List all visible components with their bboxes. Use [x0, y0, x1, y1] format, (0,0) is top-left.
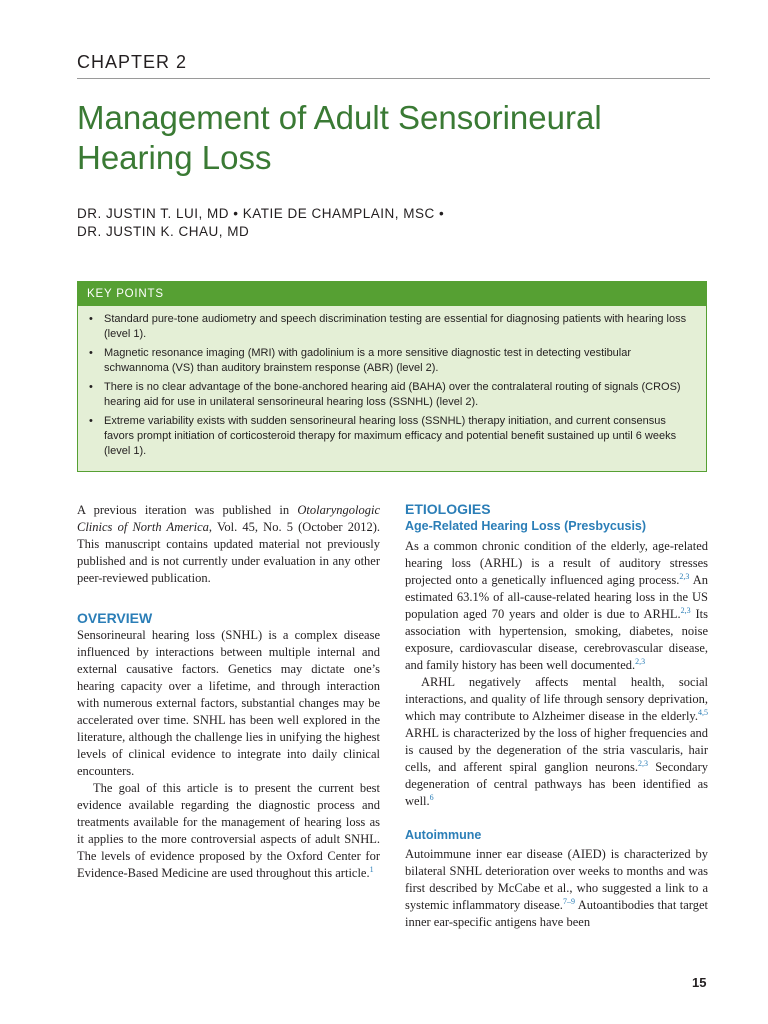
page-number: 15 — [692, 975, 707, 990]
chapter-divider — [77, 78, 710, 79]
autoimmune-heading: Autoimmune — [405, 828, 482, 842]
author-line-1: DR. JUSTIN T. LUI, MD • KATIE DE CHAMPLAIN, MSC • — [77, 206, 445, 221]
autoimmune-paragraph-1 — [405, 846, 708, 931]
reference-link[interactable]: 2,3 — [680, 605, 691, 615]
reference-link[interactable]: 7–9 — [562, 896, 575, 906]
overview-paragraph-2 — [77, 780, 380, 882]
autoimmune-text: Autoimmune inner ear disease (AIED) is characterized by bilateral SNHL deterioration over weeks to months and was first described by McCabe et al., who suggested a link to a systemic inflammatory disease. — [405, 847, 708, 912]
overview-paragraph-2-text: The goal of this article is to present the current best evidence available regarding the diagnostic process and treatments available for the management of hearing loss as it applies to the more controversial aspects of adult SNHL. The levels of evidence proposed by the Oxford Center for Evidence-Based Medicine are used throughout this article. — [77, 781, 380, 880]
autoimmune-text: Autoantibodies that target inner ear-specific antigens have been — [405, 898, 708, 929]
arhl-text: ARHL negatively affects mental health, social interactions, and quality of life through sensory deprivation, which may contribute to Alzheimer disease in the elderly. — [405, 675, 708, 723]
publication-note — [77, 502, 380, 587]
arhl-paragraph-2 — [405, 674, 708, 810]
arhl-text: As a common chronic condition of the elderly, age-related hearing loss (ARHL) is a result of auditory stresses projected onto a genetically influenced aging process. — [405, 539, 708, 587]
right-column — [405, 500, 708, 931]
reference-link[interactable]: 2,3 — [638, 758, 649, 768]
arhl-text: ARHL is characterized by the loss of higher frequencies and is caused by the degeneration of the stria vascularis, hair cells, and afferent spiral ganglion neurons. — [405, 726, 708, 774]
arhl-heading: Age-Related Hearing Loss (Presbycusis) — [405, 519, 647, 533]
reference-link[interactable]: 2,3 — [679, 571, 690, 581]
author-line-2: DR. JUSTIN K. CHAU, MD — [77, 224, 250, 239]
reference-link[interactable]: 4,5 — [698, 707, 708, 717]
arhl-text: Its association with hypertension, smoking, diabetes, noise exposure, cardiovascular disease, cerebrovascular disease, and family history has been well documented. — [405, 607, 708, 672]
key-points-heading: KEY POINTS — [78, 282, 706, 306]
publication-note-text: , Vol. 45, No. 5 (October 2012). This manuscript contains updated material not previously published and is not currently under evaluation in any other peer-reviewed publication. — [77, 520, 380, 585]
arhl-paragraph-1 — [405, 538, 708, 674]
overview-paragraph-1: Sensorineural hearing loss (SNHL) is a complex disease influenced by interactions between multiple internal and external causative factors. Genetics may dictate one’s hearing capacity over a lifetime, and through interaction with numerous external factors, substantial changes may be accelerated over time. SNHL has been well explored in the literature, although the challenge lies in unifying the highest levels of clinical evidence to integrate into daily clinical encounters. — [77, 628, 380, 778]
journal-name: Otolaryngologic Clinics of North America — [77, 503, 380, 534]
key-point-item: • There is no clear advantage of the bone-anchored hearing aid (BAHA) over the contralateral routing of signals (CROS) hearing aid for use in unilateral sensorineural hearing loss (SSNHL) (level 2). — [104, 380, 694, 410]
author-list — [77, 205, 444, 241]
reference-link[interactable]: 6 — [429, 792, 434, 802]
article-title: Management of Adult Sensorineural Hearing Loss — [77, 99, 602, 176]
key-points-box — [77, 281, 707, 472]
etiologies-heading: ETIOLOGIES — [405, 501, 491, 517]
chapter-label: CHAPTER 2 — [77, 52, 188, 72]
arhl-text: Secondary degeneration of central pathways has been identified as well. — [405, 760, 708, 808]
key-point-item: • Extreme variability exists with sudden sensorineural hearing loss (SSNHL) therapy initiation, and current consensus favors prompt initiation of corticosteroid therapy for maximum efficacy and potential benefit sustained up until 6 weeks (level 1). — [104, 414, 694, 459]
arhl-text: An estimated 63.1% of all-cause-related hearing loss in the US population aged 70 years and older is due to ARHL. — [405, 573, 709, 621]
key-point-item: • Standard pure-tone audiometry and speech discrimination testing are essential for diagnosing patients with hearing loss (level 1). — [104, 312, 694, 342]
left-column — [77, 502, 380, 882]
reference-link[interactable]: 1 — [369, 864, 374, 874]
key-points-list — [78, 306, 706, 459]
publication-note-text: A previous iteration was published in — [77, 503, 298, 517]
reference-link[interactable]: 2,3 — [635, 656, 646, 666]
overview-heading: OVERVIEW — [77, 610, 153, 626]
key-point-item: • Magnetic resonance imaging (MRI) with gadolinium is a more sensitive diagnostic test in detecting vestibular schwannoma (VS) than auditory brainstem response (ABR) (level 2). — [104, 346, 694, 376]
